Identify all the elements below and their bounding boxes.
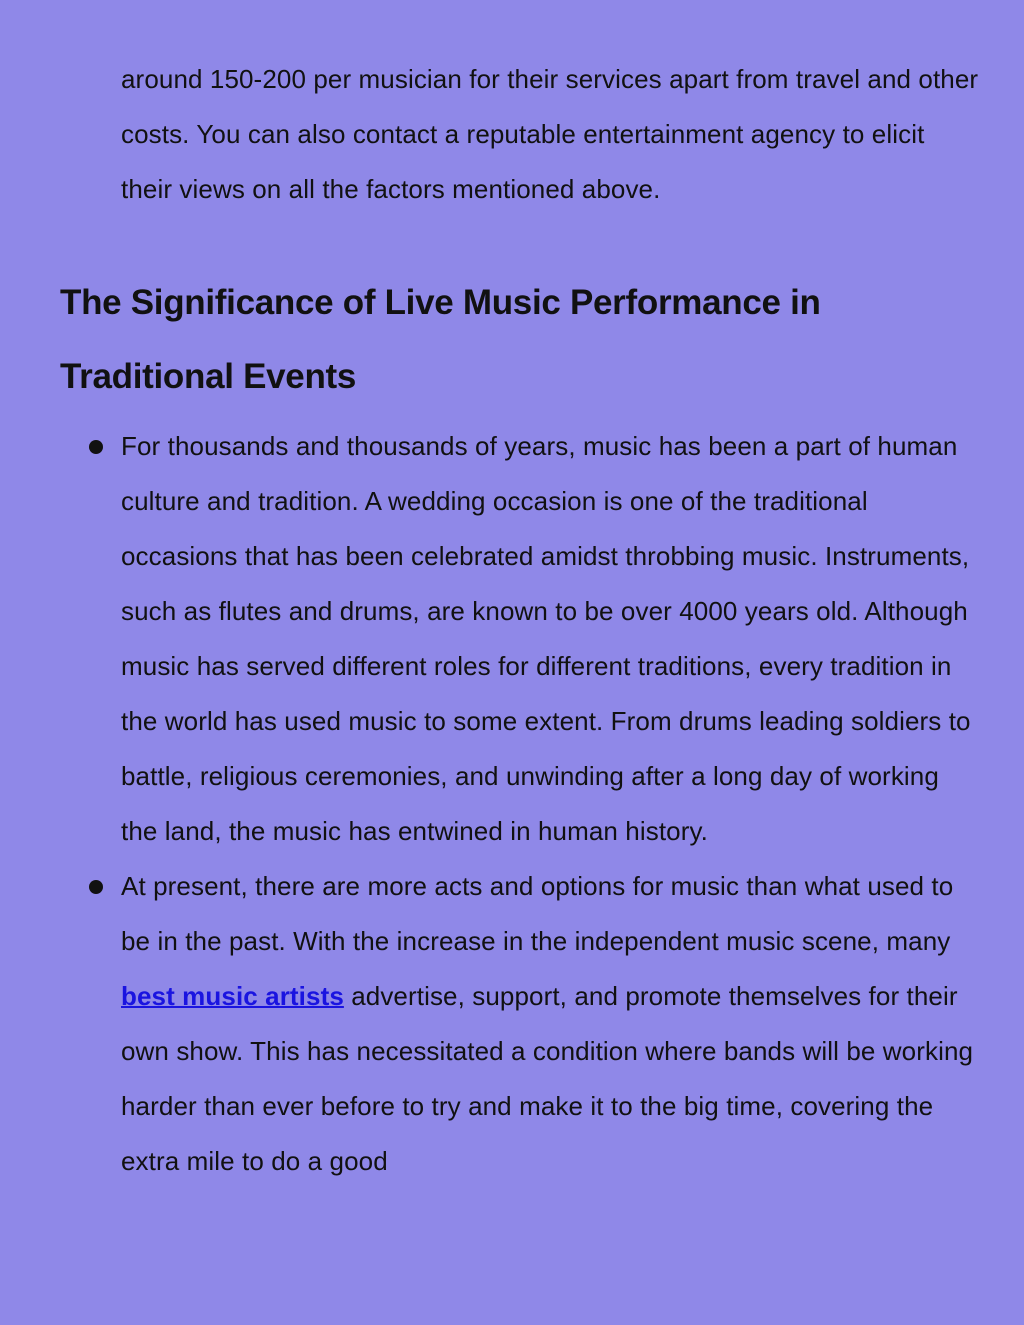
section-heading <box>60 266 960 414</box>
best-music-artists-link[interactable]: best music artists <box>121 981 344 1011</box>
bullet-dot-icon <box>89 440 103 454</box>
bullet-text: For thousands and thousands of years, music has been a part of human culture and tradition. A wedding occasion is one of the traditional occasions that has been celebrated amidst throbbing music. Instruments, such as flutes and drums, are known to be over 4000 years old. Although music has served different roles for different traditions, every tradition in the world has used music to some extent. From drums leading soldiers to battle, religious ceremonies, and unwinding after a long day of working the land, the music has entwined in human history. <box>121 431 971 846</box>
intro-paragraph: around 150-200 per musician for their services apart from travel and other costs. You can also contact a reputable entertainment agency to elicit their views on all the factors mentioned above. <box>121 64 979 204</box>
section-heading-line1: The Significance of Live Music Performance in <box>60 283 821 322</box>
bullet-dot-icon <box>89 880 103 894</box>
bullet-text-after-link: advertise, support, and promote themselves for their own show. This has necessitated a condition where bands will be working harder than ever before to try and make it to the big time, covering the extra mile to do a good <box>121 981 974 1176</box>
bullet-item-present <box>0 859 981 1189</box>
bullet-text-before-link: At present, there are more acts and options for music than what used to be in the past. With the increase in the independent music scene, many <box>121 871 954 956</box>
section-heading-line2: Traditional Events <box>60 357 357 396</box>
bullet-item-history <box>0 419 981 859</box>
bullet-list <box>0 419 1024 1189</box>
